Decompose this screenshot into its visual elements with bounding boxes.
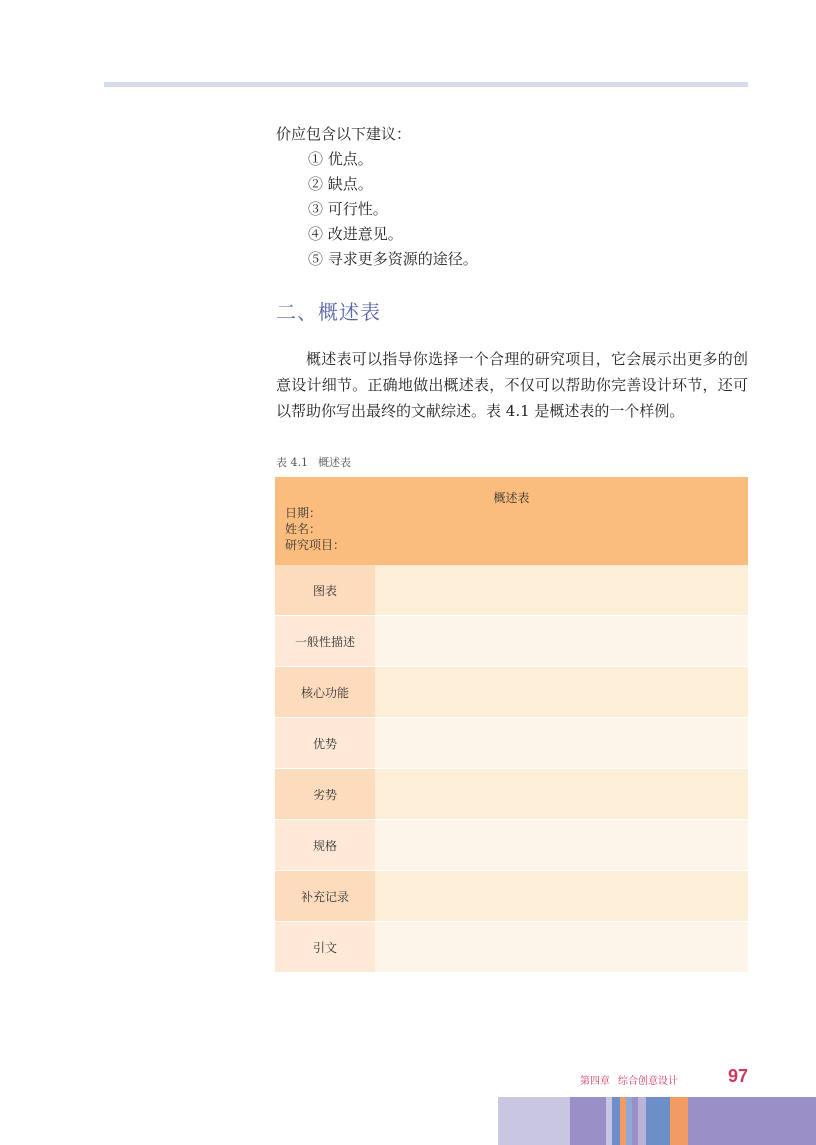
row-label: 核心功能 (275, 667, 375, 718)
table-row (275, 820, 748, 871)
table-row (275, 667, 748, 718)
intro-block (276, 122, 478, 272)
intro-item: ② 缺点。 (308, 175, 373, 193)
table-row (275, 922, 748, 973)
field-date: 日期： (285, 506, 322, 520)
intro-item: ④ 改进意见。 (308, 225, 403, 243)
row-value (375, 820, 748, 871)
row-label: 一般性描述 (275, 616, 375, 667)
table-row (275, 718, 748, 769)
footer-chapter-title: 综合创意设计 (618, 1076, 678, 1087)
row-value (375, 922, 748, 973)
row-value (375, 565, 748, 616)
table-row (275, 769, 748, 820)
table-header (275, 477, 748, 565)
section-title: 二、概述表 (276, 300, 381, 324)
footer-chapter (580, 1072, 678, 1087)
body-paragraph (276, 346, 748, 424)
intro-item: ③ 可行性。 (308, 200, 388, 218)
row-label: 引文 (275, 922, 375, 973)
row-label: 补充记录 (275, 871, 375, 922)
intro-lead: 价应包含以下建议： (276, 125, 412, 143)
row-value (375, 769, 748, 820)
row-label: 优势 (275, 718, 375, 769)
table-caption (276, 454, 351, 470)
row-label: 图表 (275, 565, 375, 616)
footer-chapter-number: 第四章 (580, 1076, 610, 1087)
row-value (375, 871, 748, 922)
table-header-title: 概述表 (493, 491, 530, 505)
table-row (275, 871, 748, 922)
paragraph-text: 概述表可以指导你选择一个合理的研究项目，它会展示出更多的创意设计细节。正确地做出概述表，不仅可以帮助你完善设计环节，还可以帮助你写出最终的文献综述。表 4.1 是概述表的一个样例。 (276, 350, 748, 420)
field-project: 研究项目： (285, 538, 346, 552)
table-row (275, 565, 748, 616)
row-label: 规格 (275, 820, 375, 871)
top-rule (104, 82, 748, 87)
row-value (375, 718, 748, 769)
table-caption-number: 表 4.1 (276, 456, 308, 469)
field-name: 姓名： (285, 522, 322, 536)
table-caption-title: 概述表 (318, 456, 351, 469)
table-header-fields (285, 505, 345, 553)
row-label: 劣势 (275, 769, 375, 820)
page-number: 97 (728, 1066, 749, 1086)
table-row (275, 616, 748, 667)
intro-item: ⑤ 寻求更多资源的途径。 (308, 250, 478, 268)
row-value (375, 667, 748, 718)
row-value (375, 616, 748, 667)
summary-table (275, 477, 748, 973)
intro-item: ① 优点。 (308, 150, 373, 168)
